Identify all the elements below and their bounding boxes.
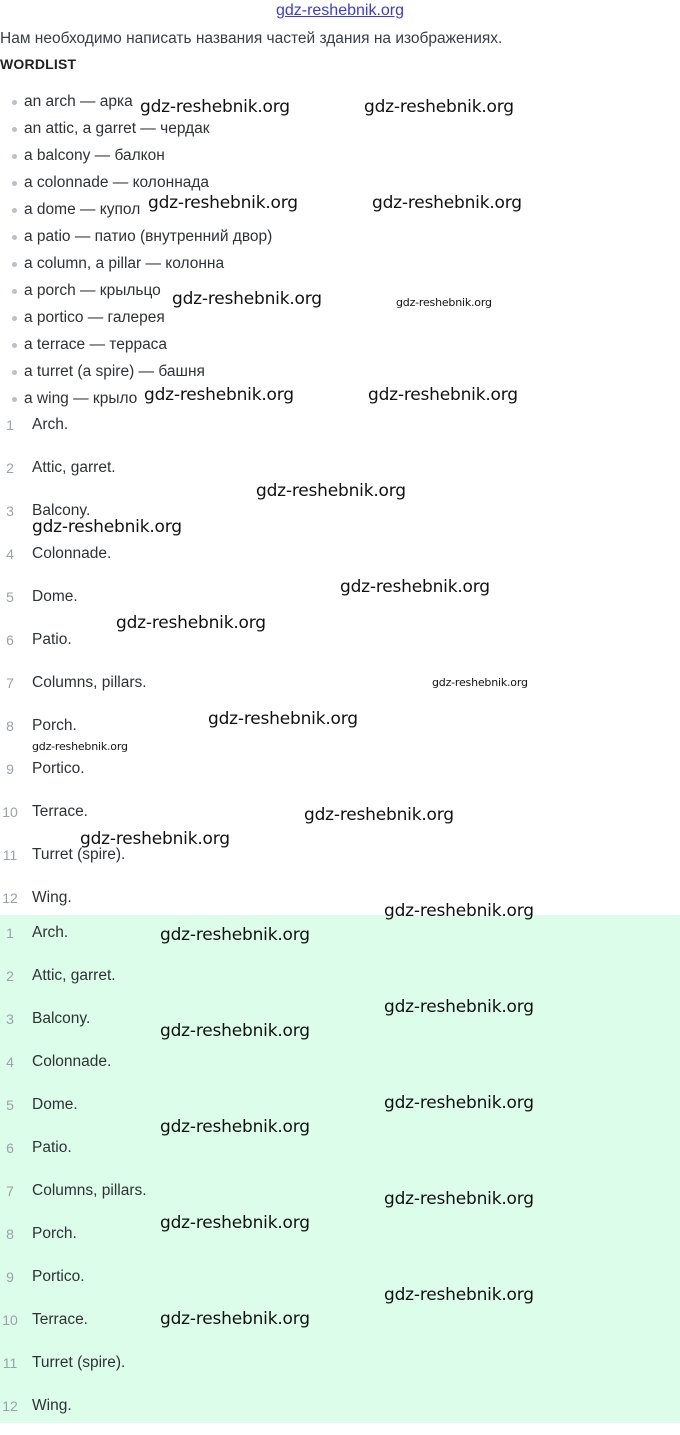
answer-item: 5 Dome. xyxy=(6,1096,78,1113)
wordlist-item: a terrace — терраса xyxy=(0,331,272,358)
wordlist-item: a patio — патио (внутренний двор) xyxy=(0,223,272,250)
answer-item: 12 Wing. xyxy=(2,1397,72,1414)
answer-list-highlighted xyxy=(0,915,680,1423)
answer-item: 3 Balcony. xyxy=(6,1010,91,1027)
answer-item: 7 Columns, pillars. xyxy=(6,1182,147,1199)
answer-item: 8 Porch. xyxy=(6,717,77,734)
answer-list-inner xyxy=(0,919,680,1435)
watermark: gdz-reshebnik.org xyxy=(364,97,514,117)
wordlist-item: a colonnade — колоннада xyxy=(0,169,272,196)
bullet-icon xyxy=(12,127,17,132)
bullet-icon xyxy=(12,316,17,321)
watermark: gdz-reshebnik.org xyxy=(384,1189,534,1209)
answer-item: 10 Terrace. xyxy=(2,1311,88,1328)
answer-item: 1 Arch. xyxy=(6,416,69,433)
bullet-icon xyxy=(12,100,17,105)
answer-item: 5 Dome. xyxy=(6,588,78,605)
intro-text: Нам необходимо написать названия частей здания на изображениях. xyxy=(0,30,503,47)
watermark: gdz-reshebnik.org xyxy=(116,613,266,633)
answer-item: 6 Patio. xyxy=(6,1139,72,1156)
wordlist-item: an attic, a garret — чердак xyxy=(0,115,272,142)
bullet-icon xyxy=(12,370,17,375)
watermark: gdz-reshebnik.org xyxy=(144,385,294,405)
answer-item: 9 Portico. xyxy=(6,1268,85,1285)
bullet-icon xyxy=(12,343,17,348)
watermark: gdz-reshebnik.org xyxy=(256,481,406,501)
answer-item: 4 Colonnade. xyxy=(6,545,112,562)
watermark: gdz-reshebnik.org xyxy=(160,1021,310,1041)
answer-item: 6 Patio. xyxy=(6,631,72,648)
answer-item: 8 Porch. xyxy=(6,1225,77,1242)
wordlist-item: an arch — арка xyxy=(0,88,272,115)
watermark: gdz-reshebnik.org xyxy=(208,709,358,729)
watermark: gdz-reshebnik.org xyxy=(160,1213,310,1233)
watermark: gdz-reshebnik.org xyxy=(148,193,298,213)
answer-item: 2 Attic, garret. xyxy=(6,967,116,984)
answer-item: 2 Attic, garret. xyxy=(6,459,116,476)
wordlist-item: a turret (a spire) — башня xyxy=(0,358,272,385)
watermark: gdz-reshebnik.org xyxy=(172,289,322,309)
watermark: gdz-reshebnik.org xyxy=(396,296,492,309)
watermark: gdz-reshebnik.org xyxy=(160,1309,310,1329)
bullet-icon xyxy=(12,397,17,402)
answer-item: 9 Portico. xyxy=(6,760,85,777)
bullet-icon xyxy=(12,208,17,213)
bullet-icon xyxy=(12,181,17,186)
watermark: gdz-reshebnik.org xyxy=(384,1093,534,1113)
watermark: gdz-reshebnik.org xyxy=(372,193,522,213)
watermark: gdz-reshebnik.org xyxy=(140,97,290,117)
answer-item: 10 Terrace. xyxy=(2,803,88,820)
watermark: gdz-reshebnik.org xyxy=(32,517,182,537)
answer-item: 12 Wing. xyxy=(2,889,72,906)
watermark: gdz-reshebnik.org xyxy=(384,997,534,1017)
bullet-icon xyxy=(12,262,17,267)
watermark: gdz-reshebnik.org xyxy=(368,385,518,405)
wordlist xyxy=(0,88,272,412)
answer-item: 4 Colonnade. xyxy=(6,1053,112,1070)
bullet-icon xyxy=(12,289,17,294)
answer-item: 7 Columns, pillars. xyxy=(6,674,147,691)
wordlist-item: a portico — галерея xyxy=(0,304,272,331)
answer-item: 11 Turret (spire). xyxy=(2,846,126,863)
bullet-icon xyxy=(12,154,17,159)
site-link[interactable]: gdz-reshebnik.org xyxy=(275,2,405,19)
wordlist-item: a wing — крыло xyxy=(0,385,272,412)
watermark: gdz-reshebnik.org xyxy=(160,925,310,945)
wordlist-heading: WORDLIST xyxy=(0,56,77,72)
wordlist-item: a porch — крыльцо xyxy=(0,277,272,304)
answer-item: 1 Arch. xyxy=(6,924,69,941)
watermark: gdz-reshebnik.org xyxy=(384,1285,534,1305)
watermark: gdz-reshebnik.org xyxy=(32,740,128,753)
wordlist-item: a column, a pillar — колонна xyxy=(0,250,272,277)
answer-item: 3 Balcony. xyxy=(6,502,91,519)
bullet-icon xyxy=(12,235,17,240)
watermark: gdz-reshebnik.org xyxy=(432,676,528,689)
watermark: gdz-reshebnik.org xyxy=(160,1117,310,1137)
wordlist-item: a dome — купол xyxy=(0,196,272,223)
watermark: gdz-reshebnik.org xyxy=(340,577,490,597)
wordlist-item: a balcony — балкон xyxy=(0,142,272,169)
watermark: gdz-reshebnik.org xyxy=(80,829,230,849)
watermark: gdz-reshebnik.org xyxy=(304,805,454,825)
watermark: gdz-reshebnik.org xyxy=(384,901,534,921)
answer-item: 11 Turret (spire). xyxy=(2,1354,126,1371)
